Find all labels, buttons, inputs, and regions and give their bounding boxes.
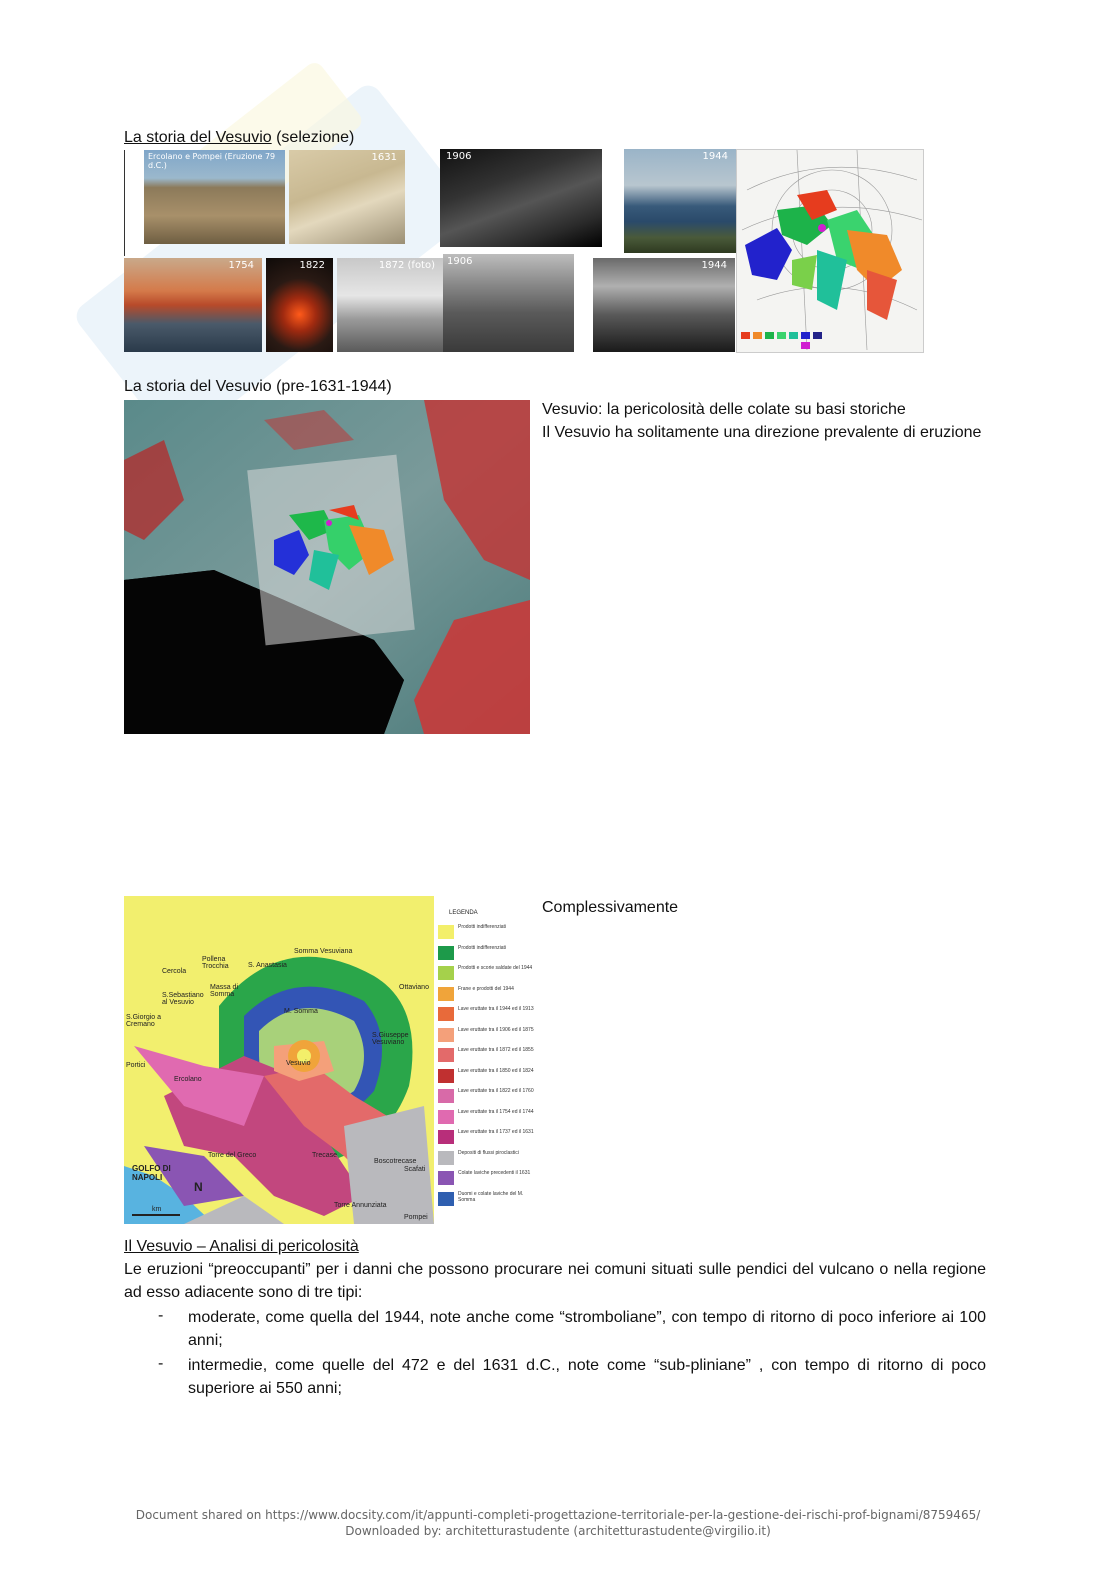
photo-year: 1872 (foto) [378, 260, 435, 271]
legend-item [438, 1191, 534, 1209]
legend-label: Lave eruttate tra il 1737 ed il 1631 [458, 1129, 534, 1135]
map-place-label: S. Anastasia [248, 962, 287, 969]
legend-item [438, 924, 534, 942]
legend-swatch [438, 1089, 454, 1103]
photo-group-border [124, 150, 125, 256]
scale-bar-unit: km [152, 1206, 162, 1213]
photo-1754 [124, 258, 262, 352]
map-place-label: S.Giorgio a Cremano [126, 1014, 162, 1028]
photo-year: 1822 [299, 260, 325, 271]
map-place-label: Torre del Greco [208, 1152, 257, 1159]
photo-year: 1906 [446, 151, 472, 162]
legend-swatch [438, 966, 454, 980]
map-place-label: Portici [126, 1062, 146, 1069]
legend-swatch [438, 1151, 454, 1165]
legend-label: Lave eruttate tra il 1906 ed il 1875 [458, 1026, 534, 1033]
photo-1822 [266, 258, 333, 352]
photo-year: 1944 [702, 151, 728, 162]
title-analisi: Il Vesuvio – Analisi di pericolosità [124, 1238, 359, 1255]
photo-1872 [337, 258, 443, 352]
legend-swatch [438, 1192, 454, 1206]
map-place-label: Ottaviano [399, 984, 429, 991]
legend-item [438, 1109, 534, 1127]
satellite-map-vesuvio [124, 400, 530, 734]
legend-item [438, 1129, 534, 1147]
map-place-label: S.Giuseppe Vesuviano [372, 1032, 409, 1046]
map-place-label: Cercola [162, 968, 187, 975]
section-title-storia-pre1631: La storia del Vesuvio (pre-1631-1944) [124, 378, 392, 395]
map-golfo-label: GOLFO DI NAPOLI [132, 1164, 171, 1182]
legend-item [438, 965, 534, 983]
map-place-label: Vesuvio [286, 1060, 311, 1067]
photo-caption: Ercolano e Pompei (Eruzione 79 d.C.) [148, 152, 276, 170]
legend-swatch [438, 1110, 454, 1124]
photo-year: 1631 [371, 152, 397, 163]
photo-year: 1906 [447, 256, 473, 267]
legend-label: Lave eruttate tra il 1850 ed il 1824 [458, 1067, 534, 1074]
scale-bar [132, 1214, 180, 1216]
legend-label: Prodotti indifferenziati [458, 944, 506, 951]
footer-downloaded-by: Downloaded by: architetturastudente (architetturastudente@virgilio.it) [345, 1524, 771, 1538]
list-bullet: - [158, 1307, 164, 1324]
map-place-label: Pollena Trocchia [202, 956, 229, 970]
legend-item [438, 1088, 534, 1106]
title-suffix: (selezione) [271, 129, 355, 146]
legend-item [438, 1047, 534, 1065]
legend-swatch [438, 987, 454, 1001]
legend-item [438, 986, 534, 1004]
satellite-map-drawing [124, 400, 530, 734]
lava-flow-map-drawing [737, 150, 924, 353]
photo-1944-bw [593, 258, 735, 352]
side-text-direzione: Il Vesuvio ha solitamente una direzione prevalente di eruzione [542, 424, 982, 441]
legend-swatch [438, 1007, 454, 1021]
side-title-pericolosita: Vesuvio: la pericolosità delle colate su basi storiche [542, 401, 906, 418]
legend-label: Lave eruttate tra il 1872 ed il 1855 [458, 1047, 534, 1053]
map-place-label: Pompei [404, 1214, 428, 1221]
legend-label: Colate laviche precedenti il 1631 [458, 1170, 531, 1176]
legend-label: Lave eruttate tra il 1822 ed il 1760 [458, 1088, 534, 1094]
side-title-complessivamente: Complessivamente [542, 899, 679, 916]
legend-label: Lave eruttate tra il 1944 ed il 1913 [458, 1006, 534, 1012]
map-place-label: Massa di Somma [210, 984, 239, 998]
photo-1906 [440, 149, 602, 247]
title-main: La storia del Vesuvio [124, 129, 272, 146]
map-place-label: Torre Annunziata [334, 1202, 387, 1209]
photo-year: 1754 [228, 260, 254, 271]
section-title-storia-selezione [124, 128, 354, 148]
legend-swatch [438, 925, 454, 939]
legend-label: Prodotti indifferenziati [458, 924, 506, 930]
section-title-analisi-pericolosita [124, 1237, 359, 1257]
geological-map-vesuvio [124, 896, 538, 1224]
legend-swatch [438, 946, 454, 960]
legend-label: Prodotti e scorie saldate del 1944 [458, 965, 533, 971]
footer-shared-link[interactable]: Document shared on https://www.docsity.com/it/appunti-completi-progettazione-territoriale-per-la-gestione-dei-rischi-prof-bignami/8759465/ [135, 1508, 981, 1522]
legend-swatch [438, 1028, 454, 1042]
map-place-label: M. Somma [284, 1008, 318, 1015]
legend-item [438, 945, 534, 963]
intro-paragraph: Le eruzioni “preoccupanti” per i danni che possono procurare nei comuni situati sulle pendici del vulcano o nella regione ad esso adiacente sono di tre tipi: [124, 1261, 986, 1301]
legend-item [438, 1150, 534, 1168]
list-item-intermedie: intermedie, come quelle del 472 e del 1631 d.C., note come “sub-pliniane” , con tempo di ritorno di poco superiore ai 550 anni; [188, 1357, 986, 1397]
legend-item [438, 1068, 534, 1086]
photo-1906-town [443, 254, 574, 352]
legend-item [438, 1027, 534, 1045]
map-place-label: S.Sebastiano al Vesuvio [162, 992, 204, 1006]
map-place-label: Scafati [404, 1166, 426, 1173]
photo-1631 [289, 150, 405, 244]
legend-item [438, 1170, 534, 1188]
photo-year: 1944 [701, 260, 727, 271]
legend-swatch [438, 1048, 454, 1062]
legend-item [438, 1006, 534, 1024]
list-bullet: - [158, 1355, 164, 1372]
legend-swatch [438, 1069, 454, 1083]
legend-swatch [438, 1130, 454, 1144]
legend-label: Duomi e colate laviche del M. Somma [458, 1190, 524, 1203]
lava-flow-map-small [736, 149, 924, 353]
legend-label: Frane e prodotti del 1944 [458, 985, 514, 992]
map-place-label: Ercolano [174, 1076, 202, 1083]
legend-title: LEGENDA [449, 910, 478, 916]
map-place-label: Boscotrecase [374, 1158, 417, 1165]
legend-label: Depositi di flussi piroclastici [458, 1149, 519, 1156]
photo-1944-colour [624, 149, 736, 253]
legend-label: Lave eruttate tra il 1754 ed il 1744 [458, 1108, 534, 1115]
photo-ercolano-pompei [144, 150, 285, 244]
list-item-moderate: moderate, come quella del 1944, note anche come “stromboliane”, con tempo di ritorno di poco inferiore ai 100 anni; [188, 1309, 986, 1349]
legend-swatch [438, 1171, 454, 1185]
map-place-label: Somma Vesuviana [294, 948, 353, 955]
north-arrow-icon: N [194, 1180, 203, 1194]
map-place-label: Trecase [312, 1152, 338, 1159]
